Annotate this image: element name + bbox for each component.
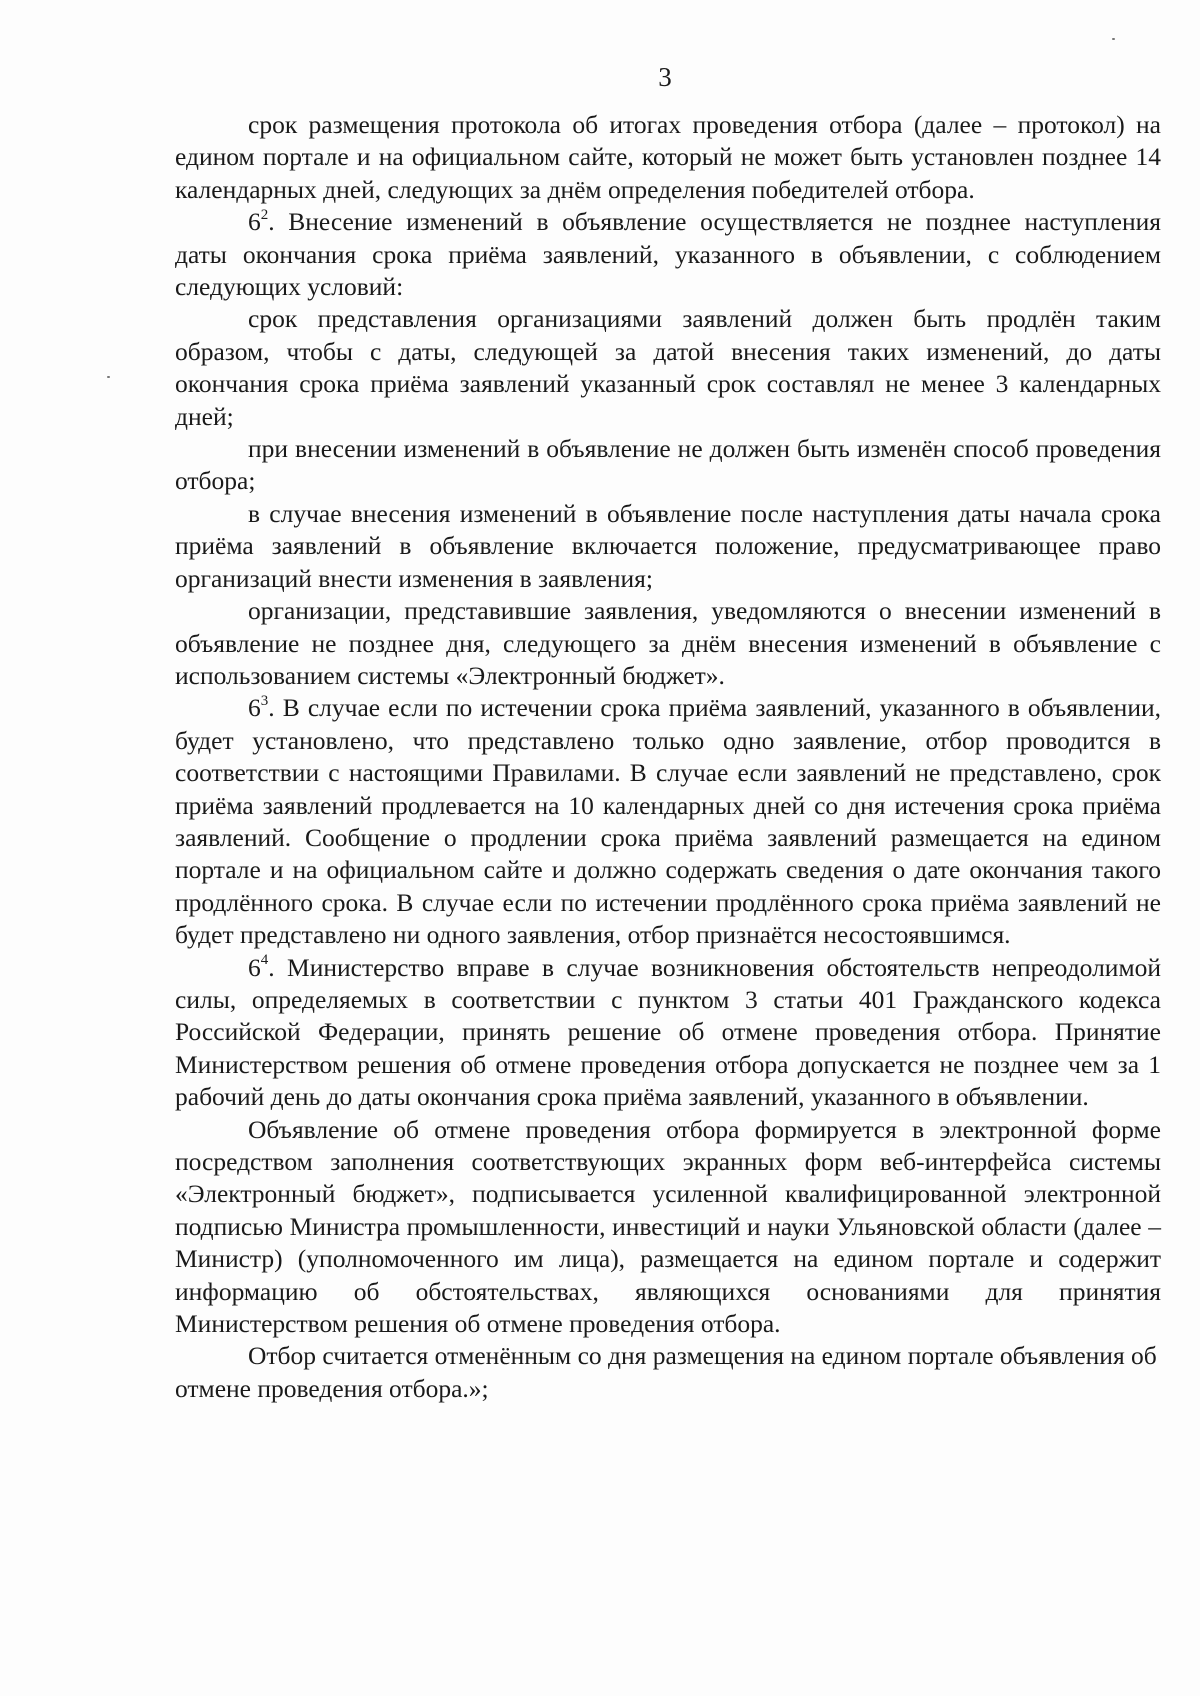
paragraph-text: срок представления организациями заявлений должен быть продлён таким образом, чтобы с даты, следующей за датой внесения таких изменений, до даты окончания срока приёма заявлений указанный срок составлял не менее 3 календарных дней; [175, 304, 1161, 431]
paragraph-text: в случае внесения изменений в объявление после наступления даты начала срока приёма заявлений в объявление включается положение, предусматривающее право организаций внести изменения в заявления; [175, 498, 1161, 593]
paragraph [175, 595, 1161, 692]
paragraph [175, 206, 1161, 303]
paragraph-text: . В случае если по истечении срока приёма заявлений, указанного в объявлении, будет установлено, что представлено только одно заявление, отбор проводится в соответствии с настоящими Правилами. В случае если заявлений не представлено, срок приёма заявлений продлевается на 10 календарных дней со дня истечения срока приёма заявлений. Сообщение о продлении срока приёма заявлений размещается на едином портале и на официальном сайте и должно содержать сведения о дате окончания такого продлённого срока. В случае если по истечении продлённого срока приёма заявлений не будет представлено ни одного заявления, отбор признаётся несостоявшимся. [175, 693, 1161, 950]
clause-number: 6 [248, 207, 261, 237]
paragraph [175, 952, 1161, 1114]
document-body [175, 109, 1161, 1405]
paragraph [175, 433, 1161, 498]
paragraph-text: . Министерство вправе в случае возникновения обстоятельств непреодолимой силы, определяемых в соответствии с пунктом 3 статьи 401 Гражданского кодекса Российской Федерации, принять решение об отмене проведения отбора. Принятие Министерством решения об отмене проведения отбора допускается не позднее чем за 1 рабочий день до даты окончания срока приёма заявлений, указанного в объявлении. [175, 952, 1161, 1112]
paragraph-text: при внесении изменений в объявление не должен быть изменён способ проведения отбора; [175, 434, 1161, 496]
paragraph-text: Отбор считается отменённым со дня размещения на едином портале объявления об отмене проведения отбора.»; [175, 1341, 1157, 1403]
clause-number: 6 [248, 693, 261, 723]
clause-number: 6 [248, 952, 261, 982]
paragraph [175, 303, 1161, 433]
paragraph-text: . Внесение изменений в объявление осуществляется не позднее наступления даты окончания срока приёма заявлений, указанного в объявлении, с соблюдением следующих условий: [175, 207, 1161, 302]
paragraph-text: организации, представившие заявления, уведомляются о внесении изменений в объявление не позднее дня, следующего за днём внесения изменений в объявление с использованием системы «Электронный бюджет». [175, 596, 1161, 690]
paragraph [175, 109, 1161, 206]
paragraph-text: срок размещения протокола об итогах проведения отбора (далее – протокол) на едином портале и на официальном сайте, который не может быть установлен позднее 14 календарных дней, следующих за днём определения победителей отбора. [175, 110, 1161, 204]
paragraph [175, 692, 1161, 951]
scan-speck [1112, 38, 1115, 40]
clause-superscript: 2 [260, 206, 269, 223]
scan-speck [107, 376, 110, 378]
clause-superscript: 4 [260, 952, 269, 969]
clause-superscript: 3 [260, 692, 269, 709]
paragraph [175, 1114, 1161, 1341]
paragraph [175, 498, 1161, 595]
paragraph [175, 1340, 1161, 1405]
paragraph-text: Объявление об отмене проведения отбора формируется в электронной форме посредством заполнения соответствующих экранных форм веб-интерфейса системы «Электронный бюджет», подписывается усиленной квалифицированной электронной подписью Министра промышленности, инвестиций и науки Ульяновской области (далее – Министр) (уполномоченного им лица), размещается на едином портале и содержит информацию об обстоятельствах, являющихся основаниями для принятия Министерством решения об отмене проведения отбора. [175, 1114, 1161, 1339]
page-number: 3 [658, 62, 672, 92]
